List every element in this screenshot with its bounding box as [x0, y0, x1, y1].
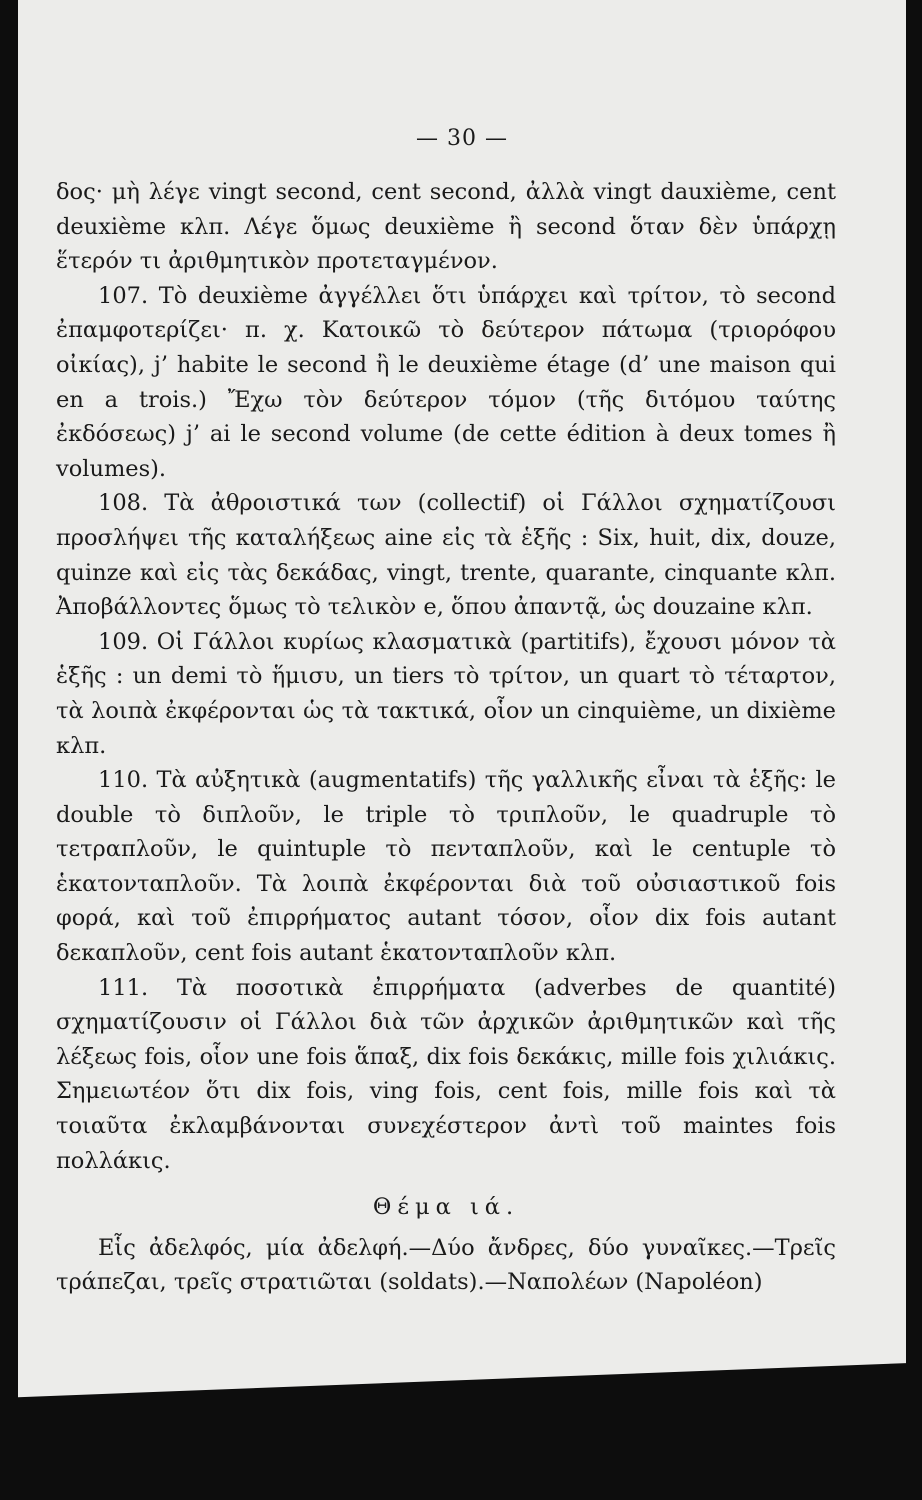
- exercise-title: Θέμα ιά.: [372, 1194, 520, 1221]
- dark-page-edge: [18, 1362, 906, 1500]
- page-body: [56, 175, 836, 1300]
- paragraph-109: 109. Οἱ Γάλλοι κυρίως κλασματικὰ (partitifs), ἔχουσι μόνον τὰ ἑξῆς : un demi τὸ ἥμισυ, un tiers τὸ τρίτον, un quart τὸ τέταρτον, τὰ λοιπὰ ἐκφέρονται ὡς τὰ τακτικά, οἷον un cinquième, un dixième κλπ.: [56, 628, 836, 759]
- paragraph-108: 108. Τὰ ἀθροιστικά των (collectif) οἱ Γάλλοι σχηματίζουσι προσλήψει τῆς καταλήξεως aine εἰς τὰ ἑξῆς : Six, huit, dix, douze, quinze καὶ εἰς τὰς δεκάδας, vingt, trente, quarante, cinquante κλπ. Ἀποβάλλοντες ὅμως τὸ τελικὸν e, ὅπου ἀπαντᾷ, ὡς douzaine κλπ.: [56, 490, 836, 621]
- paragraph-continuation: δος· μὴ λέγε vingt second, cent second, ἀλλὰ vingt dauxième, cent deuxième κλπ. Λέγε ὅμως deuxième ἢ second ὅταν δὲν ὑπάρχῃ ἕτερόν τι ἀριθμητικὸν προτεταγμένον.: [56, 179, 836, 275]
- paragraph-111: 111. Τὰ ποσοτικὰ ἐπιρρήματα (adverbes de quantité) σχηματίζουσιν οἱ Γάλλοι διὰ τῶν ἀρχικῶν ἀριθμητικῶν καὶ τῆς λέξεως fois, οἷον une fois ἅπαξ, dix fois δεκάκις, mille fois χιλιάκις. Σημειωτέον ὅτι dix fois, ving fois, cent fois, mille fois καὶ τὰ τοιαῦτα ἐκλαμβάνονται συνεχέστερον ἀντὶ τοῦ maintes fois πολλάκις.: [56, 974, 836, 1174]
- book-page: [18, 0, 906, 1500]
- exercise-text: Εἷς ἀδελφός, μία ἀδελφή.—Δύο ἄνδρες, δύο γυναῖκες.—Τρεῖς τράπεζαι, τρεῖς στρατιῶται (soldats).—Ναπολέων (Napoléon): [56, 1234, 836, 1296]
- page-number: — 30 —: [416, 126, 508, 151]
- paragraph-107: 107. Τὸ deuxième ἀγγέλλει ὅτι ὑπάρχει καὶ τρίτον, τὸ second ἐπαμφοτερίζει· π. χ. Κατοικῶ τὸ δεύτερον πάτωμα (τριορόφου οἰκίας), j’ habite le second ἢ le deuxième étage (d’ une maison qui en a trois.) Ἔχω τὸν δεύτερον τόμον (τῆς διτόμου ταύτης ἐκδόσεως) j’ ai le second volume (de cette édition à deux tomes ἢ volumes).: [56, 282, 836, 482]
- paragraph-110: 110. Τὰ αὐξητικὰ (augmentatifs) τῆς γαλλικῆς εἶναι τὰ ἑξῆς: le double τὸ διπλοῦν, le triple τὸ τριπλοῦν, le quadruple τὸ τετραπλοῦν, le quintuple τὸ πενταπλοῦν, καὶ le centuple τὸ ἑκατονταπλοῦν. Τὰ λοιπὰ ἐκφέρονται διὰ τοῦ οὐσιαστικοῦ fois φορά, καὶ τοῦ ἐπιρρήματος autant τόσον, οἷον dix fois autant δεκαπλοῦν, cent fois autant ἑκατονταπλοῦν κλπ.: [56, 767, 836, 967]
